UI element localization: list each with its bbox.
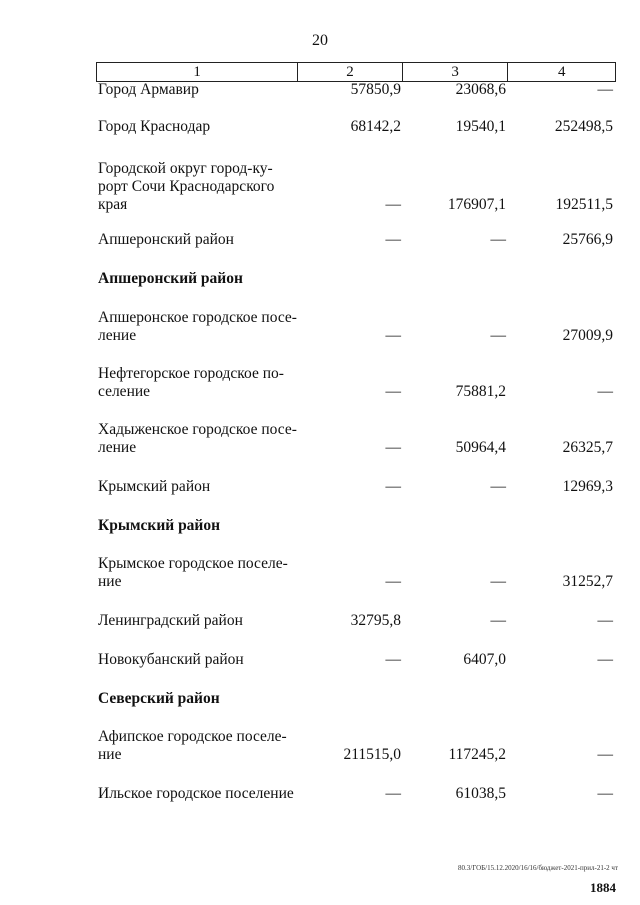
row-name: Ильское городское поселение bbox=[98, 785, 294, 802]
cell-col2: — bbox=[385, 327, 401, 344]
cell-col2: — bbox=[385, 439, 401, 456]
document-code: 80.3/ГОБ/15.12.2020/16/16/бюджет-2021-прил-21-2 чт bbox=[458, 864, 618, 872]
cell-col2: 68142,2 bbox=[350, 118, 401, 135]
row-name: Город Краснодар bbox=[98, 118, 211, 135]
table-row bbox=[96, 0, 616, 803]
cell-col4: 27009,9 bbox=[562, 327, 613, 344]
cell-col4: 26325,7 bbox=[562, 439, 613, 456]
row-name: Ленинградский район bbox=[98, 612, 243, 629]
cell-col3: — bbox=[490, 612, 506, 629]
section-heading: Северский район bbox=[98, 690, 220, 707]
cell-col4: 12969,3 bbox=[562, 478, 613, 495]
header-col-3: 3 bbox=[403, 63, 509, 81]
cell-col2: 211515,0 bbox=[343, 746, 401, 763]
row-name: Город Армавир bbox=[98, 81, 199, 98]
cell-col2: — bbox=[385, 651, 401, 668]
cell-col4: 252498,5 bbox=[554, 118, 613, 135]
cell-col4: — bbox=[597, 785, 613, 802]
cell-col2: — bbox=[385, 231, 401, 248]
cell-col2: — bbox=[385, 478, 401, 495]
cell-col2: — bbox=[385, 785, 401, 802]
cell-col4: 31252,7 bbox=[562, 573, 613, 590]
header-col-1: 1 bbox=[97, 63, 298, 81]
section-heading: Крымский район bbox=[98, 517, 221, 534]
cell-col3: 61038,5 bbox=[455, 785, 506, 802]
cell-col3: — bbox=[490, 231, 506, 248]
row-name: Городской округ город-ку- рорт Сочи Краснодарского края bbox=[98, 160, 275, 213]
cell-col3: 117245,2 bbox=[448, 746, 506, 763]
section-heading: Апшеронский район bbox=[98, 270, 243, 287]
cell-col3: 75881,2 bbox=[455, 383, 506, 400]
cell-col4: — bbox=[597, 81, 613, 98]
cell-col3: 6407,0 bbox=[463, 651, 506, 668]
cell-col2: 32795,8 bbox=[350, 612, 401, 629]
row-name: Крымское городское поселе- ние bbox=[98, 555, 288, 590]
cell-col4: 25766,9 bbox=[562, 231, 613, 248]
cell-col4: — bbox=[597, 612, 613, 629]
cell-col4: — bbox=[597, 383, 613, 400]
header-col-4: 4 bbox=[557, 63, 566, 80]
cell-col3: — bbox=[490, 327, 506, 344]
cell-col3: 23068,6 bbox=[455, 81, 506, 98]
cell-col2: 57850,9 bbox=[350, 81, 401, 98]
cell-col4: 192511,5 bbox=[555, 196, 613, 213]
header-col-2: 2 bbox=[298, 63, 403, 81]
row-name: Апшеронский район bbox=[98, 231, 234, 248]
row-name: Новокубанский район bbox=[98, 651, 244, 668]
cell-col3: — bbox=[490, 478, 506, 495]
row-name: Нефтегорское городское по- селение bbox=[98, 365, 284, 400]
cell-col2: — bbox=[385, 196, 401, 213]
sheet-number: 1884 bbox=[590, 880, 616, 895]
cell-col2: — bbox=[385, 573, 401, 590]
row-name: Афипское городское поселе- ние bbox=[98, 728, 287, 763]
cell-col4: — bbox=[597, 651, 613, 668]
cell-col3: 50964,4 bbox=[455, 439, 506, 456]
row-name: Апшеронское городское посе- ление bbox=[98, 309, 297, 344]
row-name: Хадыженское городское посе- ление bbox=[98, 421, 297, 456]
row-name: Крымский район bbox=[98, 478, 211, 495]
cell-col3: — bbox=[490, 573, 506, 590]
cell-col3: 19540,1 bbox=[455, 118, 506, 135]
page-number: 20 bbox=[312, 32, 328, 49]
cell-col3: 176907,1 bbox=[447, 196, 506, 213]
cell-col4: — bbox=[597, 746, 613, 763]
cell-col2: — bbox=[385, 383, 401, 400]
